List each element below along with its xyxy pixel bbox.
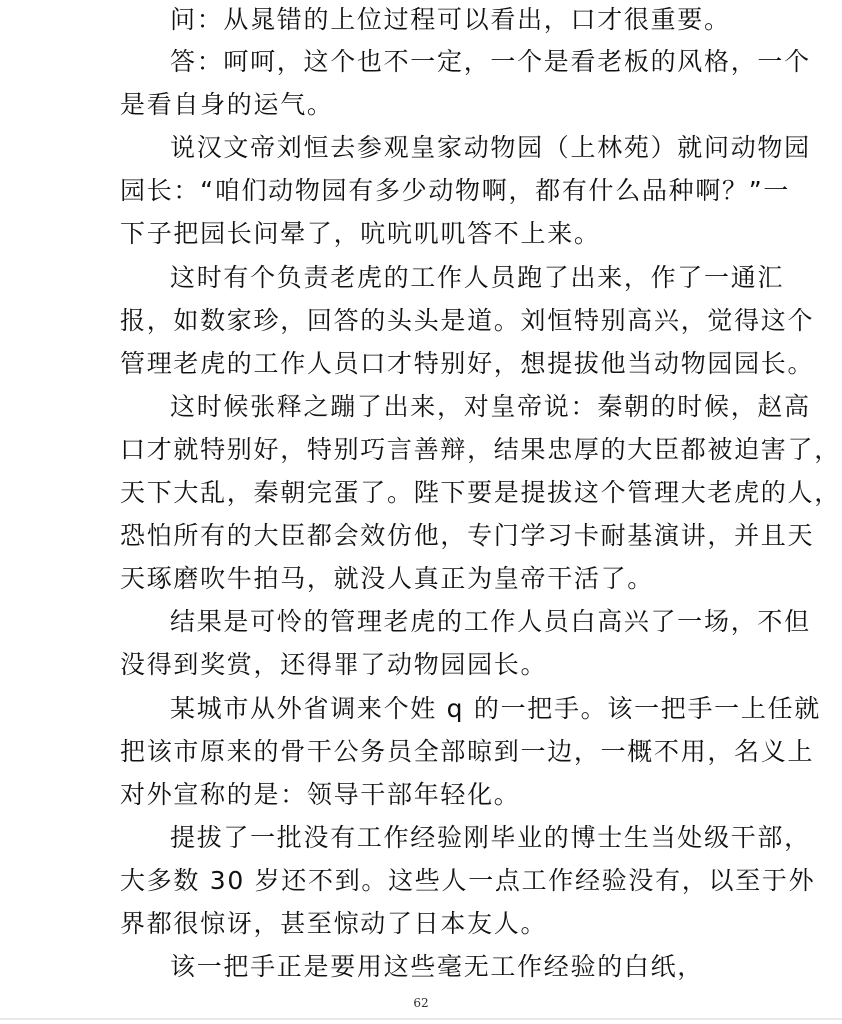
text-line: 管理老虎的工作人员口才特别好，想提拔他当动物园园长。 [120,349,815,378]
text-line: 这时有个负责老虎的工作人员跑了出来，作了一通汇 [170,263,785,292]
text-line: 是看自身的运气。 [120,90,334,119]
text-line: 界都很惊讶，甚至惊动了日本友人。 [120,909,548,938]
text-line: 某城市从外省调来个姓 q 的一把手。该一把手一上任就 [170,694,821,723]
text-line: 答：呵呵，这个也不一定，一个是看老板的风格，一个 [170,47,811,76]
text-line: 天琢磨吹牛拍马，就没人真正为皇帝干活了。 [120,564,655,593]
text-line: 该一把手正是要用这些毫无工作经验的白纸， [170,952,705,981]
text-line: 对外宣称的是：领导干部年轻化。 [120,780,521,809]
text-line: 说汉文帝刘恒去参观皇家动物园（上林苑）就问动物园 [170,133,811,162]
text-line: 口才就特别好，特别巧言善辩，结果忠厚的大臣都被迫害了， [120,435,841,464]
text-line: 恐怕所有的大臣都会效仿他，专门学习卡耐基演讲，并且天 [120,521,815,550]
text-line: 没得到奖赏，还得罪了动物园园长。 [120,650,548,679]
text-line: 结果是可怜的管理老虎的工作人员白高兴了一场，不但 [170,607,811,636]
text-line: 把该市原来的骨干公务员全部晾到一边，一概不用，名义上 [120,737,815,766]
page-number: 62 [413,996,429,1010]
text-line: 问：从晁错的上位过程可以看出，口才很重要。 [170,5,731,34]
text-line: 这时候张释之蹦了出来，对皇帝说：秦朝的时候，赵高 [170,392,811,421]
text-line: 园长：“咱们动物园有多少动物啊，都有什么品种啊？”一 [120,176,791,205]
text-line: 提拔了一批没有工作经验刚毕业的博士生当处级干部， [170,823,811,852]
page-bottom-edge [0,1018,842,1020]
text-line: 报，如数家珍，回答的头头是道。刘恒特别高兴，觉得这个 [120,306,815,335]
text-line: 下子把园长问晕了，吭吭叽叽答不上来。 [120,219,601,248]
text-line: 大多数 30 岁还不到。这些人一点工作经验没有，以至于外 [120,866,816,895]
text-line: 天下大乱，秦朝完蛋了。陛下要是提拔这个管理大老虎的人， [120,478,841,507]
